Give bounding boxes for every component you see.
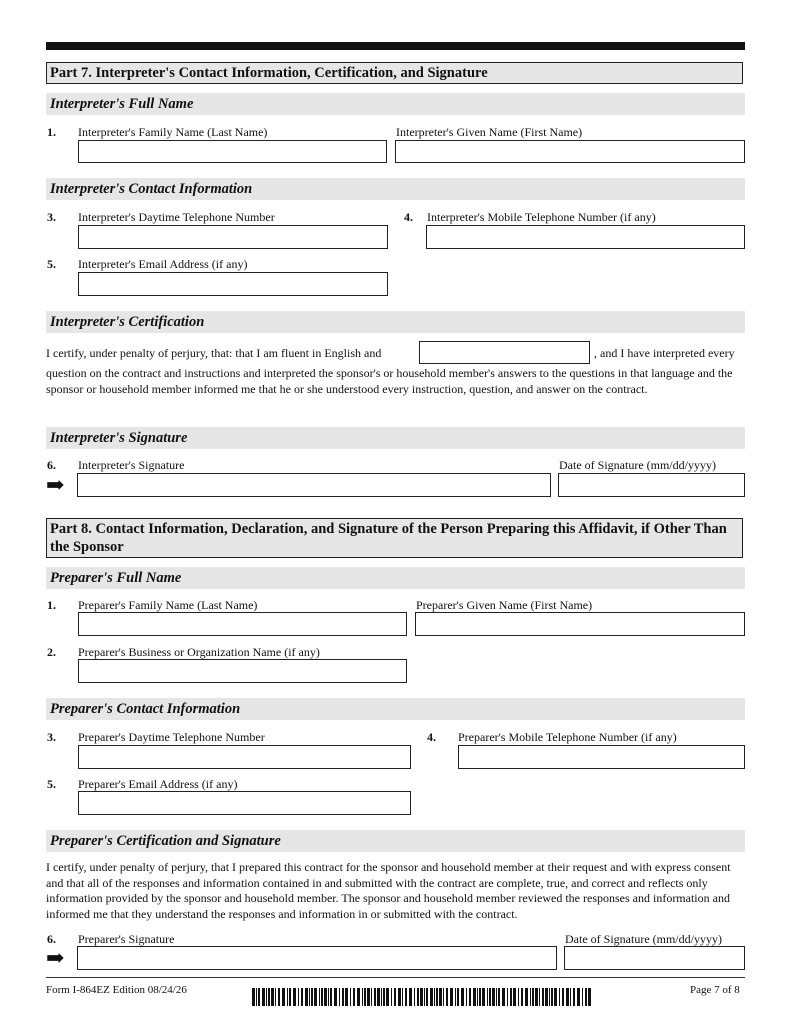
question-number: 1. <box>47 125 56 139</box>
interpreter-daytime-phone-field[interactable] <box>78 225 388 249</box>
question-number: 5. <box>47 777 56 791</box>
interpreter-signature-date-field[interactable] <box>558 473 745 497</box>
interpreter-mobile-phone-field[interactable] <box>426 225 745 249</box>
arrow-right-icon: ➡ <box>46 472 65 497</box>
interpreter-language-field[interactable] <box>419 341 590 364</box>
interpreter-cert-text-end: , and I have interpreted every <box>594 346 735 360</box>
preparer-email-field[interactable] <box>78 791 411 815</box>
preparer-given-name-field[interactable] <box>415 612 745 636</box>
question-number: 4. <box>404 210 413 224</box>
part7-title: Part 7. Interpreter's Contact Information, Certification, and Signature <box>46 62 743 84</box>
part8-full-name-heading: Preparer's Full Name <box>46 567 745 589</box>
preparer-signature-field[interactable] <box>77 946 557 970</box>
preparer-daytime-phone-field[interactable] <box>78 745 411 769</box>
arrow-right-icon: ➡ <box>46 945 65 970</box>
page-number: Page 7 of 8 <box>690 984 740 996</box>
preparer-family-name-label: Preparer's Family Name (Last Name) <box>78 598 258 612</box>
interpreter-cert-text-start: I certify, under penalty of perjury, that: that I am fluent in English and <box>46 346 382 360</box>
interpreter-email-label: Interpreter's Email Address (if any) <box>78 257 248 271</box>
top-rule <box>46 42 745 50</box>
interpreter-given-name-label: Interpreter's Given Name (First Name) <box>396 125 583 139</box>
interpreter-signature-date-label: Date of Signature (mm/dd/yyyy) <box>559 458 716 472</box>
preparer-signature-date-label: Date of Signature (mm/dd/yyyy) <box>565 932 722 946</box>
preparer-family-name-field[interactable] <box>78 612 407 636</box>
preparer-mobile-phone-label: Preparer's Mobile Telephone Number (if any) <box>458 730 677 744</box>
question-number: 6. <box>47 458 56 472</box>
question-number: 5. <box>47 257 56 271</box>
part8-cert-heading: Preparer's Certification and Signature <box>46 830 745 852</box>
interpreter-cert-text: question on the contract and instructions and interpreted the sponsor's or household member's answers to the questions in that language and the sponsor or household member informed me that he or she understood every instruction, question, and answer on the contract. <box>46 366 733 396</box>
interpreter-signature-label: Interpreter's Signature <box>78 458 185 472</box>
preparer-signature-date-field[interactable] <box>564 946 745 970</box>
preparer-email-label: Preparer's Email Address (if any) <box>78 777 238 791</box>
interpreter-family-name-field[interactable] <box>78 140 387 163</box>
footer-rule <box>46 977 745 978</box>
form-edition: Form I-864EZ Edition 08/24/26 <box>46 984 187 996</box>
preparer-given-name-label: Preparer's Given Name (First Name) <box>416 598 593 612</box>
interpreter-mobile-phone-label: Interpreter's Mobile Telephone Number (if any) <box>427 210 656 224</box>
preparer-business-field[interactable] <box>78 659 407 683</box>
part7-contact-heading: Interpreter's Contact Information <box>46 178 745 200</box>
part8-title: Part 8. Contact Information, Declaration, and Signature of the Person Preparing this Affidavit, if Other Than the Sponsor <box>46 518 743 558</box>
preparer-business-label: Preparer's Business or Organization Name (if any) <box>78 645 320 659</box>
interpreter-email-field[interactable] <box>78 272 388 296</box>
question-number: 6. <box>47 932 56 946</box>
question-number: 2. <box>47 645 56 659</box>
interpreter-signature-field[interactable] <box>77 473 551 497</box>
part8-contact-heading: Preparer's Contact Information <box>46 698 745 720</box>
preparer-daytime-phone-label: Preparer's Daytime Telephone Number <box>78 730 265 744</box>
question-number: 3. <box>47 210 56 224</box>
preparer-signature-label: Preparer's Signature <box>78 932 175 946</box>
interpreter-daytime-phone-label: Interpreter's Daytime Telephone Number <box>78 210 275 224</box>
question-number: 3. <box>47 730 56 744</box>
interpreter-family-name-label: Interpreter's Family Name (Last Name) <box>78 125 268 139</box>
part7-full-name-heading: Interpreter's Full Name <box>46 93 745 115</box>
question-number: 1. <box>47 598 56 612</box>
barcode <box>252 988 594 1006</box>
preparer-cert-text: I certify, under penalty of perjury, that I prepared this contract for the sponsor and household member at their request and with express consent and that all of the responses and information contained in and submitted with the contract are complete, true, and correct and reflects only information provided by the sponsor and household member. The sponsor and household member reviewed the responses and information and informed me that they understand the responses and information in or submitted with the contract. <box>46 860 731 921</box>
preparer-mobile-phone-field[interactable] <box>458 745 745 769</box>
part7-signature-heading: Interpreter's Signature <box>46 427 745 449</box>
question-number: 4. <box>427 730 436 744</box>
interpreter-given-name-field[interactable] <box>395 140 745 163</box>
part7-certification-heading: Interpreter's Certification <box>46 311 745 333</box>
